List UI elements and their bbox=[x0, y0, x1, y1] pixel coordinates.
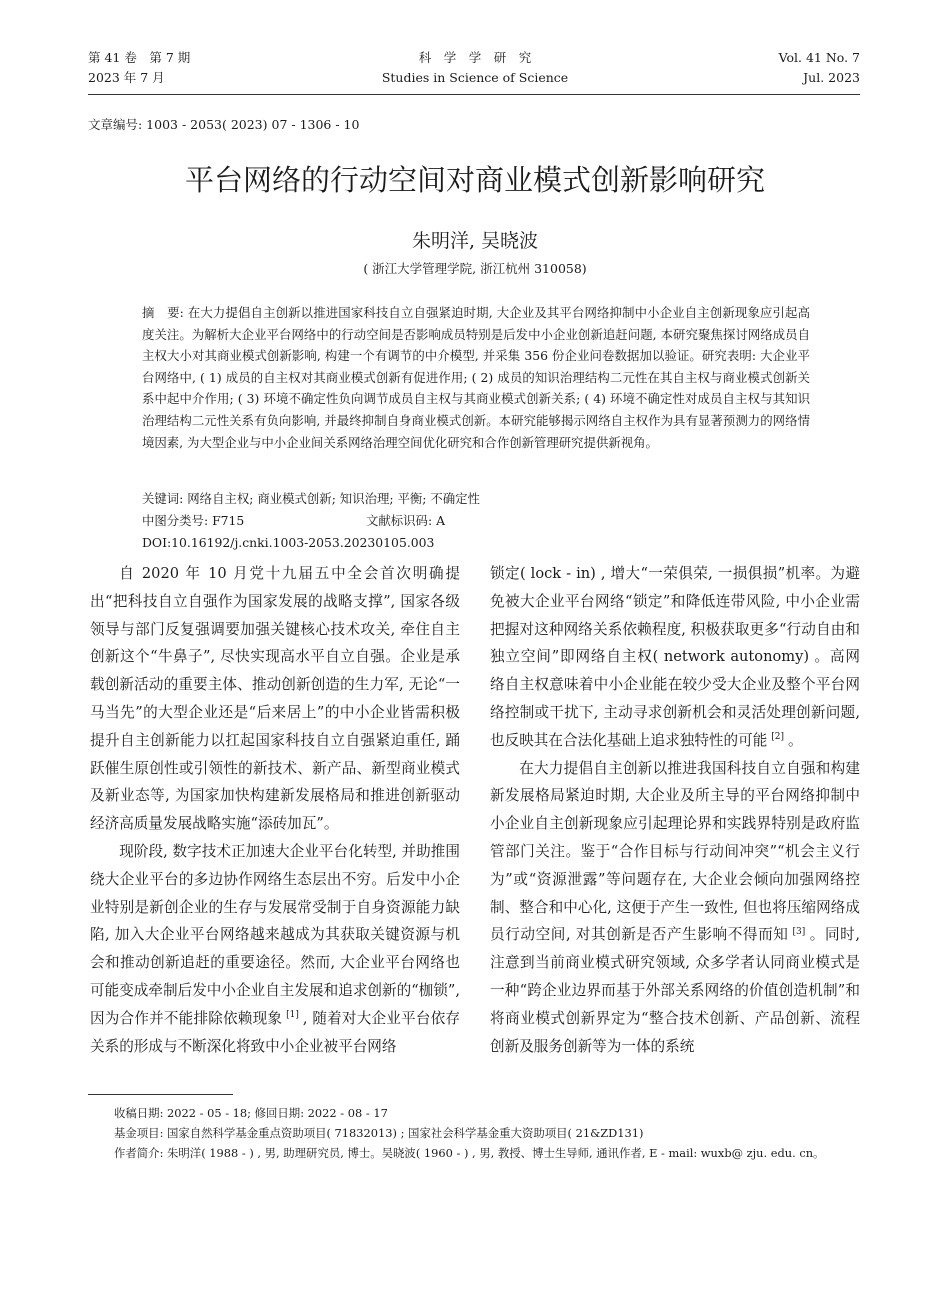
body-column-left bbox=[90, 560, 460, 1060]
paragraph-text: 。同时, 注意到当前商业模式研究领域, 众多学者认同商业模式是一种“跨企业边界而基于外部关系网络的价值创造机制”和将商业模式创新界定为“整合技术创新、产品创新、流程创新及服务创新等为一体的系统 bbox=[490, 926, 861, 1055]
paragraph-text: 现阶段, 数字技术正加速大企业平台化转型, 并助推围绕大企业平台的多边协作网络生态层出不穷。后发中小企业特别是新创企业的生存与发展常受制于自身资源能力缺陷, 加入大企业平台网络越来越成为其获取关键资源与机会和推动创新追赶的重要途径。然而, 大企业平台网络也可能变成牵制后发中小企业自主发展和追求创新的“枷锁”, 因为合作并不能排除依赖现象 bbox=[90, 842, 460, 1027]
paragraph: 自 2020 年 10 月党十九届五中全会首次明确提出“把科技自立自强作为国家发展的战略支撑”, 国家各级领导与部门反复强调要加强关键核心技术攻关, 牵住自主创新这个“牛鼻子”, 尽快实现高水平自立自强。企业是承载创新活动的重要主体、推动创新创造的生力军, 无论“一马当先”的大型企业还是“后来居上”的中小企业皆需积极提升自主创新能力以扛起国家科技自立自强紧迫重任, 踊跃催生原创性或引领性的新技术、新产品、新型商业模式及新业态等, 为国家加快构建新发展格局和推进创新驱动经济高质量发展战略实施“添砖加瓦”。 bbox=[90, 565, 460, 833]
journal-title-en: Studies in Science of Science bbox=[381, 70, 569, 85]
doi: DOI:10.16192/j.cnki.1003-2053.20230105.003 bbox=[142, 535, 435, 550]
body-column-right bbox=[490, 560, 860, 1060]
paragraph-text: 在大力提倡自主创新以推进我国科技自立自强和构建新发展格局紧迫时期, 大企业及所主导的平台网络抑制中小企业自主创新现象应引起理论界和实践界特别是政府监管部门关注。鉴于“合作目标与行动间冲突”“机会主义行为”或“资源泄露”等问题存在, 大企业会倾向加强网络控制、整合和中心化, 这便于产生一致性, 但也将压缩网络成员行动空间, 对其创新是否产生影响不得而知 bbox=[490, 759, 860, 944]
paragraph bbox=[490, 560, 860, 755]
citation-ref[interactable]: [2] bbox=[771, 731, 785, 742]
paragraph-text: 。 bbox=[788, 731, 803, 749]
footnote-rule bbox=[88, 1094, 233, 1095]
abstract bbox=[142, 302, 810, 453]
footnote-author-bio: 作者简介: 朱明洋( 1988 - ) , 男, 助理研究员, 博士。吴晓波( 1960 - ) , 男, 教授、博士生导师, 通讯作者, E - mail: wuxb@ zju. edu. cn。 bbox=[114, 1146, 825, 1160]
keywords: 关键词: 网络自主权; 商业模式创新; 知识治理; 平衡; 不确定性 bbox=[142, 491, 480, 506]
paragraph-text: , 随着对大企业平台依存关系的形成与不断深化将致中小企业被平台网络 bbox=[90, 1009, 460, 1055]
volume-issue: 第 41 卷 第 7 期 bbox=[88, 50, 191, 65]
header-rule bbox=[88, 94, 860, 95]
clc-number: 中图分类号: F715 bbox=[142, 513, 245, 528]
document-code: 文献标识码: A bbox=[366, 513, 446, 528]
article-number: 文章编号: 1003 - 2053( 2023) 07 - 1306 - 10 bbox=[88, 117, 360, 132]
affiliation: ( 浙江大学管理学院, 浙江杭州 310058) bbox=[363, 261, 587, 276]
page-title: 平台网络的行动空间对商业模式创新影响研究 bbox=[184, 163, 765, 197]
publication-date-en: Jul. 2023 bbox=[803, 70, 860, 85]
journal-title-cn: 科 学 学 研 究 bbox=[418, 50, 532, 65]
paragraph bbox=[90, 838, 460, 1060]
publication-date: 2023 年 7 月 bbox=[88, 70, 165, 85]
footnote-dates: 收稿日期: 2022 - 05 - 18; 修回日期: 2022 - 08 - 17 bbox=[114, 1106, 388, 1120]
citation-ref[interactable]: [1] bbox=[286, 1009, 299, 1020]
abstract-text: 在大力提倡自主创新以推进国家科技自立自强紧迫时期, 大企业及其平台网络抑制中小企业自主创新现象应引起高度关注。为解析大企业平台网络中的行动空间是否影响成员特别是后发中小企业创新追赶问题, 本研究聚焦探讨网络成员自主权大小对其商业模式创新影响, 构建一个有调节的中介模型, 并采集 356 份企业问卷数据加以验证。研究表明: 大企业平台网络中, ( 1) 成员的自主权对其商业模式创新有促进作用; ( 2) 成员的知识治理结构二元性在其自主权与商业模式创新关系中起中介作用; ( 3) 环境不确定性负向调节成员自主权与其商业模式创新关系; ( 4) 环境不确定性对成员自主权与其知识治理结构二元性关系有负向影响, 并最终抑制自身商业模式创新。本研究能够揭示网络自主权作为具有显著预测力的网络情境因素, 为大型企业与中小企业间关系网络治理空间优化研究和合作创新管理研究提供新视角。 bbox=[142, 305, 810, 450]
paragraph bbox=[490, 755, 860, 1061]
volume-issue-en: Vol. 41 No. 7 bbox=[778, 50, 860, 65]
paragraph-text: 锁定( lock - in) , 增大“一荣俱荣, 一损俱损”机率。为避免被大企业平台网络“锁定”和降低连带风险, 中小企业需把握对这种网络关系依赖程度, 积极获取更多“行动自由和独立空间”即网络自主权( network autonomy) 。高网络自主权意味着中小企业能在较少受大企业及整个平台网络控制或干扰下, 主动寻求创新机会和灵活处理创新问题, 也反映其在合法化基础上追求独特性的可能 bbox=[490, 565, 860, 749]
authors: 朱明洋, 吴晓波 bbox=[411, 230, 539, 252]
abstract-label: 摘 要: bbox=[142, 305, 184, 320]
footnote-funding: 基金项目: 国家自然科学基金重点资助项目( 71832013) ; 国家社会科学基金重大资助项目( 21&ZD131) bbox=[114, 1126, 644, 1140]
citation-ref[interactable]: [3] bbox=[792, 926, 806, 937]
